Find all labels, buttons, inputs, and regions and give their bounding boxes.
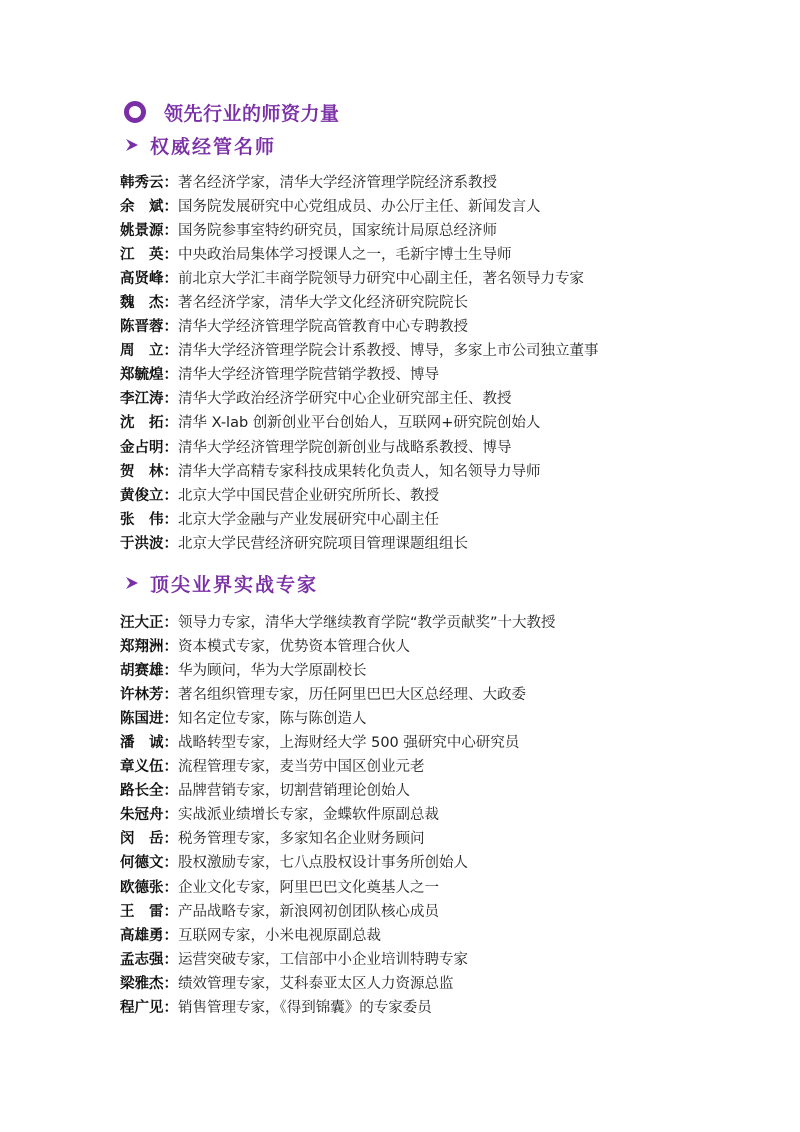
person-name: 陈国进：	[120, 710, 178, 727]
person-name: 朱冠舟：	[120, 807, 178, 824]
list-item	[120, 193, 740, 217]
person-description: 清华大学经济管理学院高管教育中心专聘教授	[178, 319, 468, 336]
person-name: 张 伟：	[120, 511, 178, 528]
person-name: 陈晋蓉：	[120, 319, 178, 336]
person-description: 领导力专家，清华大学继续教育学院“教学贡献奖”十大教授	[178, 614, 556, 631]
person-description: 清华大学高精专家科技成果转化负责人，知名领导力导师	[178, 463, 541, 480]
person-name: 路长全：	[120, 783, 178, 800]
page-title: 领先行业的师资力量	[164, 102, 340, 125]
list-item	[120, 314, 740, 338]
person-description: 知名定位专家，陈与陈创造人	[178, 710, 367, 727]
person-description: 北京大学金融与产业发展研究中心副主任	[178, 511, 439, 528]
list-item	[120, 241, 740, 265]
list-item	[120, 898, 740, 922]
list-item	[120, 410, 740, 434]
list-item	[120, 850, 740, 874]
section-heading-authority-teachers	[124, 131, 276, 159]
list-item	[120, 778, 740, 802]
person-name: 于洪波：	[120, 535, 178, 552]
person-description: 互联网专家，小米电视原副总裁	[178, 927, 381, 944]
person-name: 沈 拓：	[120, 415, 178, 432]
person-description: 中央政治局集体学习授课人之一，毛新宇博士生导师	[178, 246, 512, 263]
person-description: 战略转型专家，上海财经大学 500 强研究中心研究员	[178, 735, 520, 752]
section-heading-industry-experts	[124, 569, 318, 597]
list-item	[120, 169, 740, 193]
list-item	[120, 265, 740, 289]
list-item	[120, 970, 740, 994]
person-name: 韩秀云：	[120, 174, 178, 191]
person-description: 著名组织管理专家，历任阿里巴巴大区总经理、大政委	[178, 686, 526, 703]
list-item	[120, 922, 740, 946]
person-name: 潘 诚：	[120, 735, 178, 752]
person-description: 著名经济学家，清华大学文化经济研究院院长	[178, 295, 468, 312]
person-description: 清华大学经济管理学院会计系教授、博导，多家上市公司独立董事	[178, 343, 599, 360]
person-description: 清华 X-lab 创新创业平台创始人，互联网+研究院创始人	[178, 415, 541, 432]
person-name: 贺 林：	[120, 463, 178, 480]
person-description: 流程管理专家，麦当劳中国区创业元老	[178, 759, 425, 776]
list-item	[120, 946, 740, 970]
person-name: 高贤峰：	[120, 270, 178, 287]
person-description: 销售管理专家，《得到锦囊》的专家委员	[178, 1000, 432, 1017]
person-name: 金占明：	[120, 439, 178, 456]
person-name: 许林芳：	[120, 686, 178, 703]
person-description: 国务院发展研究中心党组成员、办公厅主任、新闻发言人	[178, 198, 541, 215]
list-item	[120, 633, 740, 657]
teacher-list-experts	[120, 609, 740, 1019]
list-item	[120, 506, 740, 530]
list-item	[120, 729, 740, 753]
person-description: 产品战略专家，新浪网初创团队核心成员	[178, 903, 439, 920]
person-name: 郑翔洲：	[120, 638, 178, 655]
list-item	[120, 458, 740, 482]
person-name: 姚景源：	[120, 222, 178, 239]
person-name: 江 英：	[120, 246, 178, 263]
person-description: 北京大学中国民营企业研究所所长、教授	[178, 487, 439, 504]
person-name: 梁雅杰：	[120, 975, 178, 992]
person-description: 企业文化专家，阿里巴巴文化奠基人之一	[178, 879, 439, 896]
list-item	[120, 681, 740, 705]
list-item	[120, 338, 740, 362]
person-description: 绩效管理专家，艾科泰亚太区人力资源总监	[178, 975, 454, 992]
list-item	[120, 530, 740, 554]
teacher-list-authority	[120, 169, 740, 555]
person-description: 北京大学民营经济研究院项目管理课题组组长	[178, 535, 468, 552]
person-description: 清华大学经济管理学院营销学教授、博导	[178, 367, 439, 384]
person-name: 闵 岳：	[120, 831, 178, 848]
list-item	[120, 482, 740, 506]
ring-icon	[124, 101, 146, 123]
list-item	[120, 289, 740, 313]
list-item	[120, 705, 740, 729]
list-item	[120, 217, 740, 241]
person-name: 何德文：	[120, 855, 178, 872]
list-item	[120, 386, 740, 410]
person-description: 股权激励专家，七八点股权设计事务所创始人	[178, 855, 468, 872]
list-item	[120, 609, 740, 633]
person-name: 程广见：	[120, 1000, 178, 1017]
list-item	[120, 826, 740, 850]
section-title: 顶尖业界实战专家	[150, 573, 319, 596]
person-name: 高雄勇：	[120, 927, 178, 944]
arrow-right-icon	[124, 137, 140, 153]
person-description: 品牌营销专家，切割营销理论创始人	[178, 783, 410, 800]
person-description: 前北京大学汇丰商学院领导力研究中心副主任，著名领导力专家	[178, 270, 584, 287]
page-heading	[124, 98, 340, 126]
list-item	[120, 434, 740, 458]
person-name: 魏 杰：	[120, 295, 178, 312]
person-description: 税务管理专家，多家知名企业财务顾问	[178, 831, 425, 848]
list-item	[120, 657, 740, 681]
list-item	[120, 754, 740, 778]
person-description: 清华大学政治经济学研究中心企业研究部主任、教授	[178, 391, 512, 408]
person-name: 周 立：	[120, 343, 178, 360]
person-name: 黄俊立：	[120, 487, 178, 504]
person-description: 运营突破专家，工信部中小企业培训特聘专家	[178, 951, 468, 968]
person-description: 实战派业绩增长专家，金蝶软件原副总裁	[178, 807, 439, 824]
person-name: 章义伍：	[120, 759, 178, 776]
person-name: 胡赛雄：	[120, 662, 178, 679]
list-item	[120, 995, 740, 1019]
list-item	[120, 362, 740, 386]
person-name: 余 斌：	[120, 198, 178, 215]
person-description: 清华大学经济管理学院创新创业与战略系教授、博导	[178, 439, 512, 456]
person-name: 李江涛：	[120, 391, 178, 408]
person-description: 华为顾问，华为大学原副校长	[178, 662, 367, 679]
person-name: 郑毓煌：	[120, 367, 178, 384]
person-description: 国务院参事室特约研究员，国家统计局原总经济师	[178, 222, 497, 239]
person-name: 王 雷：	[120, 903, 178, 920]
section-title: 权威经管名师	[150, 135, 277, 158]
list-item	[120, 874, 740, 898]
arrow-right-icon	[124, 575, 140, 591]
person-name: 汪大正：	[120, 614, 178, 631]
person-description: 著名经济学家，清华大学经济管理学院经济系教授	[178, 174, 497, 191]
person-name: 欧德张：	[120, 879, 178, 896]
list-item	[120, 802, 740, 826]
person-description: 资本模式专家，优势资本管理合伙人	[178, 638, 410, 655]
person-name: 孟志强：	[120, 951, 178, 968]
